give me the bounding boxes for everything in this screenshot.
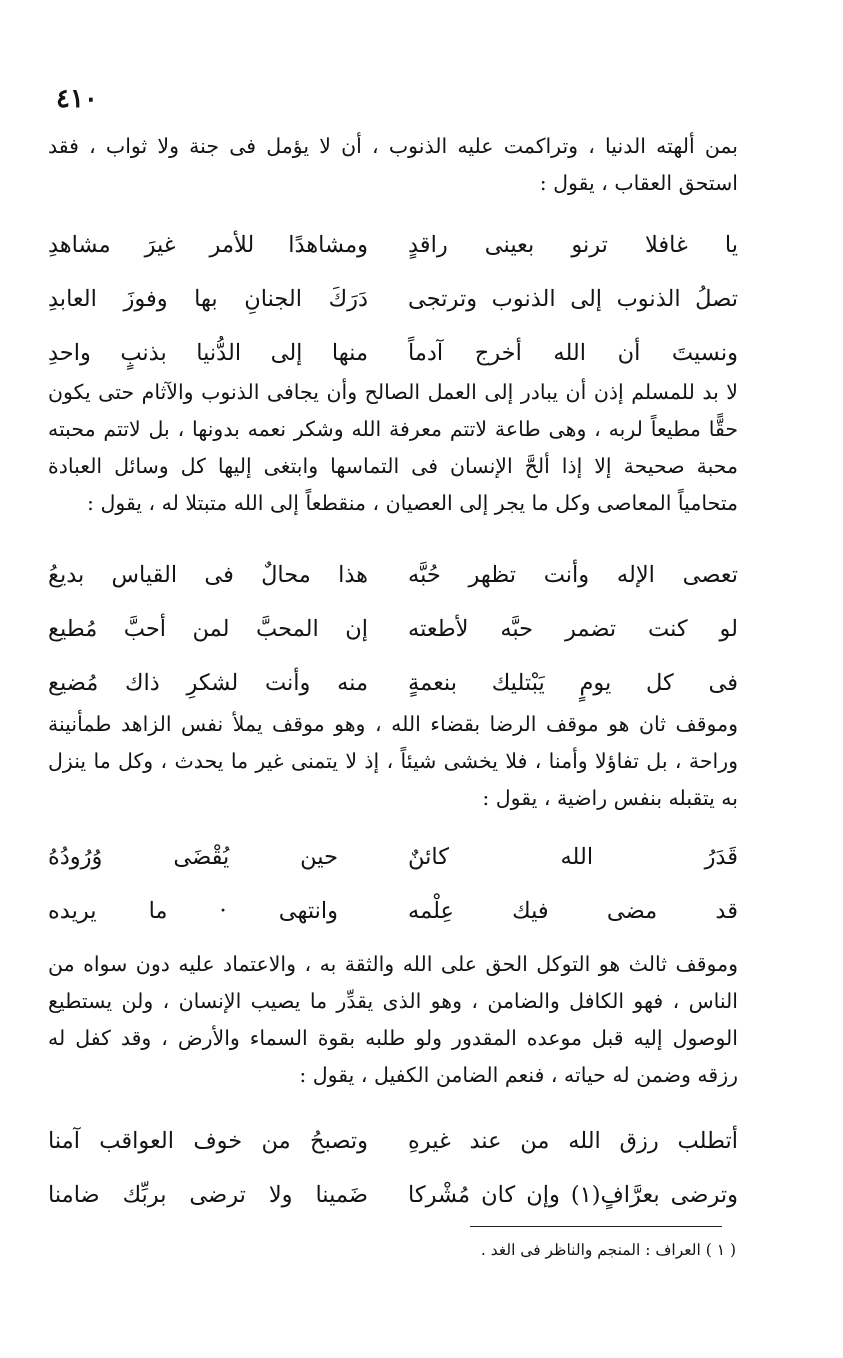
verse-line bbox=[48, 1114, 738, 1168]
verse-line bbox=[48, 326, 738, 380]
verse-line bbox=[48, 656, 738, 710]
verse-second-hemistich: وتصبحُ من خوف العواقب آمنا bbox=[48, 1128, 368, 1154]
poem-2 bbox=[48, 548, 738, 710]
verse-second-hemistich: ومشاهدًا للأمر غيرَ مشاهدِ bbox=[48, 232, 368, 258]
paragraph-1: بمن ألهته الدنيا ، وتراكمت عليه الذنوب ، أن لا يؤمل فى جنة ولا ثواب ، فقد استحق العقاب ، يقول : bbox=[48, 134, 738, 195]
verse-first-hemistich: لو كنت تضمر حبَّه لأطعته bbox=[408, 616, 738, 642]
verse-second-hemistich: منها إلى الدُّنيا بذنبٍ واحدِ bbox=[48, 340, 368, 366]
verse-second-hemistich: حين يُقْضَى وُرُودُهُ bbox=[48, 844, 338, 870]
verse-first-hemistich: تعصى الإله وأنت تظهر حُبَّه bbox=[408, 562, 738, 588]
footnote-divider bbox=[470, 1226, 722, 1227]
paragraph-4: وموقف ثالث هو التوكل الحق على الله والثقة به ، والاعتماد عليه دون سواه من الناس ، فهو الكافل والضامن ، وهو الذى يقدِّر ما يصيب الإنسان ، ولن يستطيع الوصول إليه قبل موعده المقدور ولو طلبه بقوة السماء والأرض ، وقد كفل له رزقه وضمن له حياته ، فنعم الضامن الكفيل ، يقول : bbox=[48, 952, 738, 1087]
verse-second-hemistich: إن المحبَّ لمن أحبَّ مُطيع bbox=[48, 616, 368, 642]
verse-second-hemistich: دَرَكَ الجنانِ بها وفوزَ العابدِ bbox=[48, 286, 368, 312]
verse-second-hemistich: ضَمينا ولا ترضى بربِّك ضامنا bbox=[48, 1182, 368, 1208]
verse-line bbox=[48, 272, 738, 326]
verse-first-hemistich: قَدَرُ الله كائنٌ bbox=[408, 844, 738, 870]
verse-line bbox=[48, 830, 738, 884]
verse-first-hemistich: وترضى بعرَّافٍ(١) وإن كان مُشْركا bbox=[408, 1182, 738, 1208]
verse-first-hemistich: تصلُ الذنوب إلى الذنوب وترتجى bbox=[408, 286, 738, 312]
verse-line bbox=[48, 218, 738, 272]
verse-second-hemistich: وانتهى · ما يريده bbox=[48, 898, 338, 924]
verse-line bbox=[48, 602, 738, 656]
paragraph-2: لا بد للمسلم إذن أن يبادر إلى العمل الصالح وأن يجافى الذنوب والآثام حتى يكون حقًّا مطيعاً لربه ، وهى طاعة لاتتم معرفة الله وشكر نعمه بدونها ، بل لاتتم محبته محبة صحيحة إلا إذا ألحَّ الإنسان فى التماسها وابتغى إليها كل وسائل العبادة متحامياً المعاصى وكل ما يجر إلى العصيان ، منقطعاً إلى الله متبتلا له ، يقول : bbox=[48, 380, 738, 515]
poem-4 bbox=[48, 1114, 738, 1222]
verse-first-hemistich: فى كل يومٍ يَبْتليك بنعمةٍ bbox=[408, 670, 738, 696]
poem-3 bbox=[48, 830, 738, 938]
verse-first-hemistich: أتطلب رزق الله من عند غيرهِ bbox=[408, 1128, 738, 1154]
footnote: ( ١ ) العراف : المنجم والناظر فى الغد . bbox=[480, 1241, 736, 1259]
verse-second-hemistich: منه وأنت لشكرِ ذاك مُضيع bbox=[48, 670, 368, 696]
verse-first-hemistich: يا غافلا ترنو بعينى راقدٍ bbox=[408, 232, 738, 258]
poem-1 bbox=[48, 218, 738, 380]
paragraph-3: وموقف ثان هو موقف الرضا بقضاء الله ، وهو موقف يملأ نفس الزاهد طمأنينة وراحة ، بل تفاؤلا وأمنا ، فلا يخشى شيئاً ، إذ لا يتمنى غير ما يحدث ، وكل ما ينزل به يتقبله بنفس راضية ، يقول : bbox=[48, 712, 738, 810]
verse-line bbox=[48, 1168, 738, 1222]
verse-second-hemistich: هذا محالٌ فى القياس بديعُ bbox=[48, 562, 368, 588]
verse-first-hemistich: قد مضى فيك عِلْمه bbox=[408, 898, 738, 924]
verse-line bbox=[48, 548, 738, 602]
verse-line bbox=[48, 884, 738, 938]
verse-first-hemistich: ونسيتَ أن الله أخرج آدماً bbox=[408, 340, 738, 366]
page-number: ٤١٠ bbox=[56, 84, 98, 114]
